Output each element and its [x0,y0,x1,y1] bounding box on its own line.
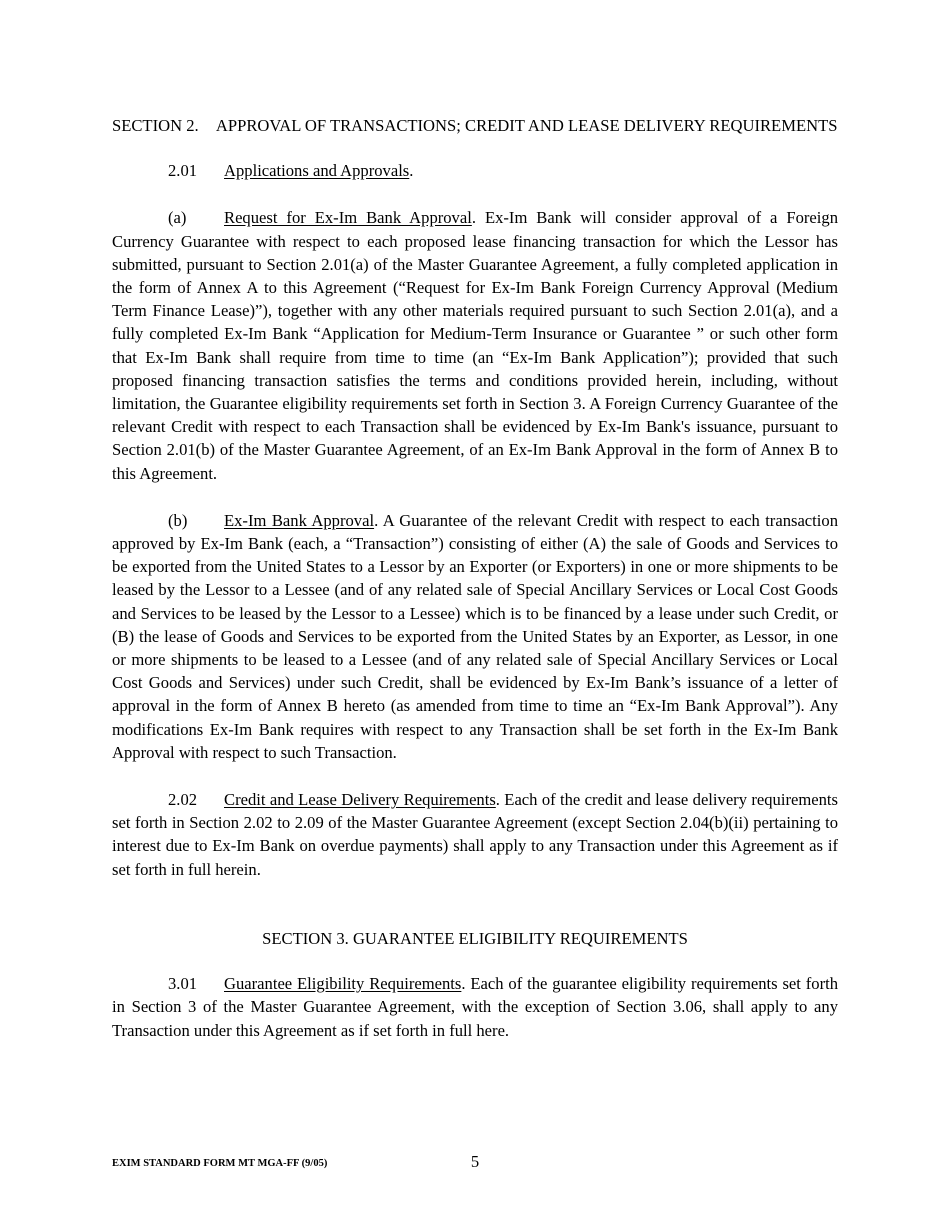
footer-form-id: EXIM STANDARD FORM MT MGA-FF (9/05) [112,1158,328,1169]
paragraph-2-02 [112,788,838,881]
paragraph-3-01-body: . Each of the guarantee eligibility requirements set forth in Section 3 of the Master Guarantee Agreement, with the exception of Section 3.06, shall apply to any Transaction under this Agreement as if set forth in full here. [112,974,839,1040]
paragraph-2-02-body: . Each of the credit and lease delivery requirements set forth in Section 2.02 to 2.09 of the Master Guarantee Agreement (except Section 2.04(b)(ii) pertaining to interest due to Ex-Im Bank on overdue payments) shall apply to any Transaction under this Agreement as if set forth in full herein. [112,790,838,879]
paragraph-2-01-b-label: (b) [168,510,188,530]
paragraph-3-01-number: 3.01 [168,974,198,994]
page-number: 5 [470,1152,480,1171]
paragraph-2-01-b [112,509,838,764]
paragraph-2-01-a [112,206,838,484]
section-2-01-title: Applications and Approvals [224,161,410,181]
paragraph-3-01-title: Guarantee Eligibility Requirements [224,974,462,994]
section-2-01-number: 2.01 [168,161,198,181]
section-3-heading: SECTION 3. GUARANTEE ELIGIBILITY REQUIREMENTS [262,928,688,948]
paragraph-2-01-b-title: Ex-Im Bank Approval [224,510,375,530]
paragraph-2-01-a-body: . Ex-Im Bank will consider approval of a Foreign Currency Guarantee with respect to each proposed lease financing transaction for which the Lessor has submitted, pursuant to Section 2.01(a) of the Master Guarantee Agreement, a fully completed application in the form of Annex A to this Agreement (“Request for Ex-Im Bank Foreign Currency Approval (Medium Term Finance Lease)”), together with any other materials required pursuant to such Section 2.01(a), and a fully completed Ex-Im Bank “Application for Medium-Term Insurance or Guarantee ” or such other form that Ex-Im Bank shall require from time to time (an “Ex-Im Bank Application”); provided that such proposed financing transaction satisfies the terms and conditions provided herein, including, without limitation, the Guarantee eligibility requirements set forth in Section 3. A Foreign Currency Guarantee of the relevant Credit with respect to each Transaction shall be evidenced by Ex-Im Bank's issuance, pursuant to Section 2.01(b) of the Master Guarantee Agreement, of an Ex-Im Bank Approval in the form of Annex B to this Agreement. [112,208,838,483]
section-2-01-heading [112,159,838,182]
paragraph-3-01 [112,972,838,1042]
document-page [112,114,838,1042]
paragraph-2-02-title: Credit and Lease Delivery Requirements [224,790,496,810]
paragraph-2-01-a-label: (a) [168,208,187,228]
paragraph-2-01-a-title: Request for Ex-Im Bank Approval [224,208,472,228]
paragraph-2-01-b-body: . A Guarantee of the relevant Credit with respect to each transaction approved by Ex-Im Bank (each, a “Transaction”) consisting of either (A) the sale of Goods and Services to be exported from the United States to a Lessor by an Exporter (or Exporters) in one or more shipments to be leased by the Lessor to a Lessee (and of any related sale of Special Ancillary Services or Local Cost Goods and Services to be leased by the Lessor to a Lessee) which is to be financed by a lease under such Credit, or (B) the lease of Goods and Services to be exported from the United States by an Exporter, as Lessor, in one or more shipments to be leased to a Lessee (and of any related sale of Special Ancillary Services or Local Cost Goods and Services) under such Credit, shall be evidenced by Ex-Im Bank’s issuance of a letter of approval in the form of Annex B hereto (as amended from time to time an “Ex-Im Bank Approval”). Any modifications Ex-Im Bank requires with respect to any Transaction shall be set forth in the Ex-Im Bank Approval with respect to such Transaction. [112,510,838,762]
section-2-heading [112,114,838,137]
section-2-title: APPROVAL OF TRANSACTIONS; CREDIT AND LEASE DELIVERY REQUIREMENTS [215,116,838,135]
section-2-01-trail: . [409,161,414,181]
paragraph-2-02-number: 2.02 [168,790,198,810]
section-2-number: SECTION 2. [112,116,199,135]
